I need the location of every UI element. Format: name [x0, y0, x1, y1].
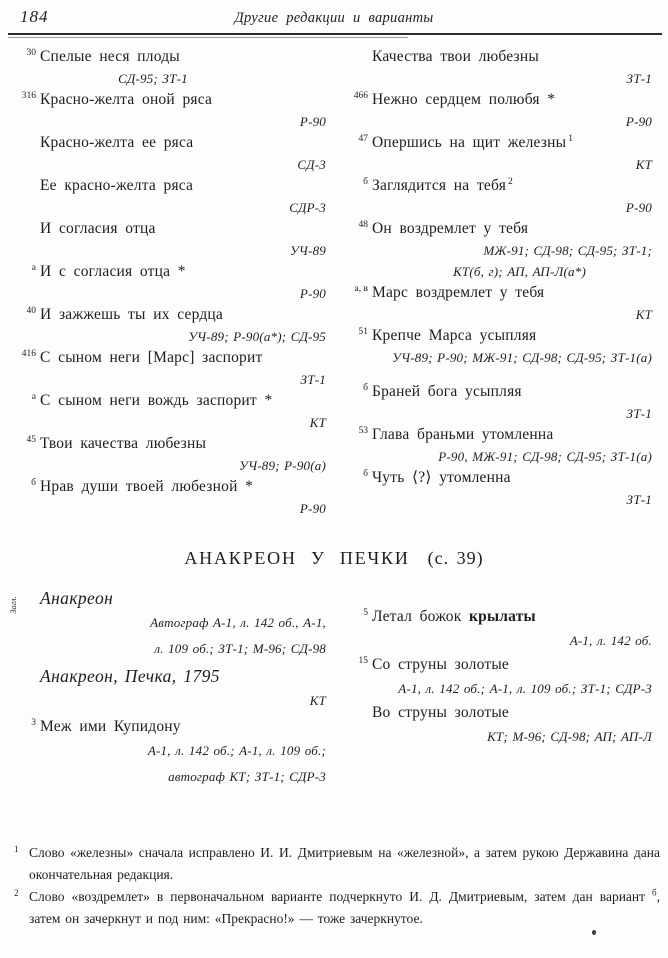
verse-text: И согласия отца [40, 220, 156, 237]
line-number: а [31, 263, 36, 273]
variant-entry [346, 381, 658, 424]
source-sigla: Автограф А-1, л. 142 об., А-1, [150, 615, 326, 630]
variants-column-right [346, 46, 658, 510]
verse-text: Заглядится на тебя [372, 177, 507, 194]
source-sigla: КТ [635, 307, 652, 322]
variant-entry [14, 89, 332, 132]
variant-line [14, 132, 332, 154]
variant-entry [346, 702, 658, 750]
variant-line [14, 46, 332, 68]
source-sigla: ЗТ-1 [626, 71, 652, 86]
variant-entry [346, 132, 658, 175]
variant-line [346, 175, 658, 197]
variant-line [14, 664, 332, 688]
footnotes-block [12, 842, 660, 930]
bold-word: крылаты [469, 608, 536, 625]
line-number: б [31, 478, 36, 488]
footnote-ref: 2 [508, 176, 513, 187]
page-number: 184 [20, 7, 49, 26]
variants-column-bottom-left [7, 586, 332, 790]
source-sigla: Р-90, МЖ-91; СД-98; СД-95; ЗТ-1(а) [438, 449, 652, 464]
title-variant-entry [14, 664, 332, 714]
source-sigla: А-1, л. 142 об.; А-1, л. 109 об.; ЗТ-1; СДР-3 [398, 681, 652, 696]
footnote-text: Слово «железны» сначала исправлено И. И. Дмитриевым на «железной», а затем рукою Державина дана окончательная редакция. [29, 845, 660, 882]
source-sigla: Р-90 [299, 114, 326, 129]
section-page-ref: (с. 39) [427, 548, 484, 568]
variant-line [14, 304, 332, 326]
variant-letter-ref: б [652, 887, 657, 898]
line-number: б [363, 383, 368, 393]
variant-entry [14, 304, 332, 347]
source-sigla: КТ; М-96; СД-98; АП; АП-Л [487, 729, 652, 744]
source-sigla: А-1, л. 142 об.; А-1, л. 109 об.; [147, 743, 326, 758]
source-sigla: Р-90 [625, 200, 652, 215]
line-number: а, в [354, 284, 368, 294]
variant-entry [346, 175, 658, 218]
source-sigla: СДР-3 [289, 200, 326, 215]
section-title: АНАКРЕОН У ПЕЧКИ [184, 548, 410, 568]
section-heading [0, 548, 668, 569]
verse-text: Опершись на щит железны [372, 134, 567, 151]
verse-text: Спелые неся плоды [40, 48, 180, 65]
verse-text: Меж ими Купидону [40, 718, 181, 735]
source-sigla: КТ [309, 415, 326, 430]
footnote-text: Слово «воздремлет» в первоначальном варианте подчеркнуто И. Д. Дмитриевым, затем дан вариант [29, 889, 653, 904]
verse-text: Браней бога усыпляя [372, 383, 522, 400]
variant-line [346, 606, 658, 628]
variant-entry [14, 390, 332, 433]
verse-text: Красно-желта оной ряса [40, 91, 213, 108]
line-number: б [363, 177, 368, 187]
verse-text: Анакреон [40, 588, 114, 608]
variant-line [346, 381, 658, 403]
source-sigla: ЗТ-1 [300, 372, 326, 387]
verse-text: Качества твои любезны [372, 48, 539, 65]
margin-label: Загл. [7, 596, 18, 614]
line-number: 5 [363, 608, 368, 618]
line-number: 47 [358, 134, 368, 144]
source-sigla: ЗТ-1 [626, 406, 652, 421]
footnote [12, 842, 660, 885]
variant-entry [346, 606, 658, 654]
line-number: 30 [26, 48, 36, 58]
source-sigla: МЖ-91; СД-98; СД-95; ЗТ-1; [483, 243, 652, 258]
line-number: 466 [353, 91, 368, 101]
variant-entry [14, 476, 332, 519]
variant-line [14, 175, 332, 197]
footnote-number: 2 [14, 888, 19, 898]
source-sigla: УЧ-89; Р-90(а) [239, 458, 326, 473]
verse-text: И зажжешь ты их сердца [40, 306, 223, 323]
header-rule [8, 33, 662, 35]
ink-speck [592, 930, 596, 935]
line-number: 3 [31, 718, 36, 728]
line-number: 53 [358, 426, 368, 436]
source-sigla: КТ(б, г); АП, АП-Л(а*) [453, 264, 586, 279]
variant-entry [346, 424, 658, 467]
verse-text: Нежно сердцем полюбя * [372, 91, 556, 108]
verse-text: Марс воздремлет у тебя [372, 284, 545, 301]
verse-text: Твои качества любезны [40, 435, 207, 452]
variants-column-bottom-right [346, 586, 658, 750]
variant-entry [346, 46, 658, 89]
variant-entry [346, 654, 658, 702]
source-sigla: КТ [635, 157, 652, 172]
source-sigla: УЧ-89; Р-90(а*); СД-95 [188, 329, 326, 344]
variant-entry [14, 46, 332, 89]
source-sigla: А-1, л. 142 об. [569, 633, 652, 648]
variant-line [346, 218, 658, 240]
verse-text: И с согласия отца * [40, 263, 186, 280]
source-sigla: Р-90 [299, 501, 326, 516]
variant-line [346, 132, 658, 154]
variant-line [346, 282, 658, 304]
source-sigla: СД-95; ЗТ-1 [118, 71, 188, 86]
footnote-number: 1 [14, 844, 19, 854]
variant-entry [14, 716, 332, 790]
variant-line [14, 218, 332, 240]
variant-entry [346, 218, 658, 282]
line-number: 45 [26, 435, 36, 445]
line-number: 416 [21, 349, 36, 359]
footnote-ref: 1 [568, 133, 574, 144]
line-number: 40 [26, 306, 36, 316]
variant-line [14, 89, 332, 111]
variant-line [14, 347, 332, 369]
variant-line [14, 433, 332, 455]
footnote [12, 886, 660, 929]
variant-entry [346, 282, 658, 325]
variant-line [346, 46, 658, 68]
title-variant-entry [7, 586, 332, 662]
variant-line [14, 716, 332, 738]
source-sigla: УЧ-89 [289, 243, 326, 258]
variant-entry [14, 261, 332, 304]
variant-line [14, 261, 332, 283]
variant-line [14, 586, 332, 610]
variant-entry [14, 132, 332, 175]
source-sigla: л. 109 об.; ЗТ-1; М-96; СД-98 [154, 641, 326, 656]
footnote-text: , затем он зачеркнут и под ним: «Прекрасно!» — тоже зачеркнутое. [29, 889, 660, 926]
verse-text: Он воздремлет у тебя [372, 220, 529, 237]
variant-line [346, 89, 658, 111]
verse-text: Красно-желта ее ряса [40, 134, 194, 151]
line-number: 15 [358, 656, 368, 666]
verse-text: Летал божок [372, 608, 470, 625]
verse-text: С сыном неги вождь заспорит * [40, 392, 273, 409]
verse-text: Нрав души твоей любезной * [40, 478, 254, 495]
source-sigla: Р-90 [299, 286, 326, 301]
verse-text: Глава браньми утомленна [372, 426, 554, 443]
source-sigla: КТ [309, 693, 326, 708]
variant-entry [14, 347, 332, 390]
header-rule-echo [8, 37, 408, 38]
line-number: 51 [358, 327, 368, 337]
variant-entry [346, 325, 658, 368]
variant-line [346, 467, 658, 489]
variant-entry [14, 433, 332, 476]
variant-entry [14, 218, 332, 261]
variant-entry [346, 89, 658, 132]
variants-column-left [14, 46, 332, 519]
source-sigla: Р-90 [625, 114, 652, 129]
running-title: Другие редакции и варианты [234, 10, 434, 26]
line-number: б [363, 469, 368, 479]
line-number: а [31, 392, 36, 402]
variant-line [346, 325, 658, 347]
variant-line [346, 424, 658, 446]
line-number: 316 [21, 91, 36, 101]
source-sigla: автограф КТ; ЗТ-1; СДР-3 [168, 769, 326, 784]
verse-text: Во струны золотые [372, 704, 510, 721]
variant-line [346, 702, 658, 724]
verse-text: Со струны золотые [372, 656, 510, 673]
verse-text: Крепче Марса усыпляя [372, 327, 537, 344]
variant-entry [346, 467, 658, 510]
source-sigla: СД-3 [297, 157, 326, 172]
variant-line [346, 654, 658, 676]
verse-text: Анакреон, Печка, 1795 [40, 666, 220, 686]
verse-text: Чуть ⟨?⟩ утомленна [372, 469, 511, 486]
line-number: 48 [358, 220, 368, 230]
variant-entry [14, 175, 332, 218]
verse-text: С сыном неги [Марс] заспорит [40, 349, 263, 366]
source-sigla: ЗТ-1 [626, 492, 652, 507]
variant-line [14, 390, 332, 412]
verse-text: Ее красно-желта ряса [40, 177, 194, 194]
source-sigla: УЧ-89; Р-90; МЖ-91; СД-98; СД-95; ЗТ-1(а) [392, 350, 652, 365]
variant-line [14, 476, 332, 498]
